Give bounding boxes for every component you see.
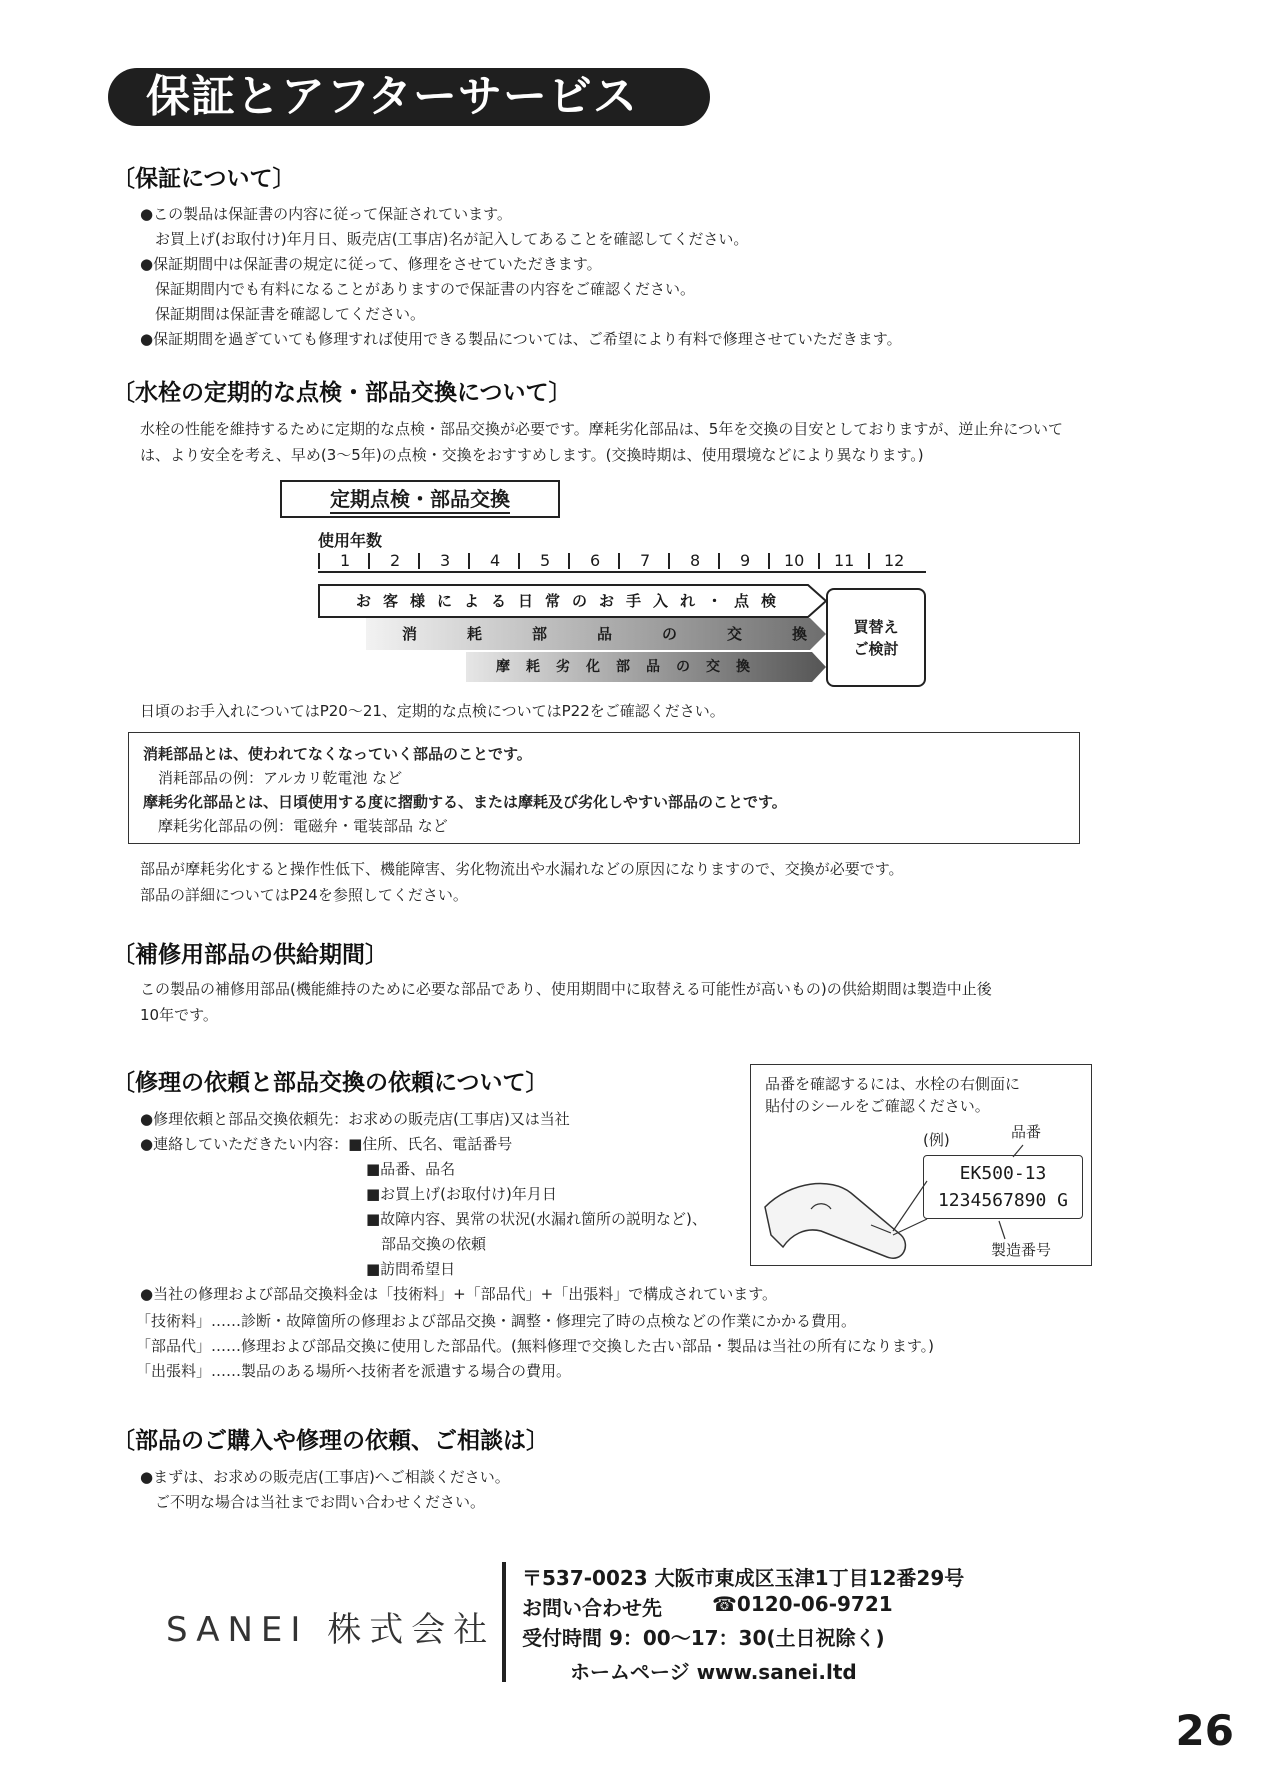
fee-line: 「技術料」……診断・故障箇所の修理および部品交換・調整・修理完了時の点検などの作業にかかる費用。 <box>136 1312 857 1330</box>
years-label: 使用年数 <box>318 531 383 550</box>
diagram-title: 定期点検・部品交換 <box>330 487 510 514</box>
inspection-intro: は、より安全を考え、早め(3〜5年)の点検・交換をおすすめします。(交換時期は、使用環境などにより異なります。) <box>140 446 924 464</box>
serial-label-sticker <box>923 1155 1083 1219</box>
care-note: 日頃のお手入れについてはP20〜21、定期的な点検についてはP22をご確認ください。 <box>140 702 725 720</box>
consumable-label: 消耗部品の交換 <box>402 625 858 643</box>
warranty-heading: 〔保証について〕 <box>112 166 296 192</box>
warranty-line: 保証期間は保証書を確認してください。 <box>140 305 426 323</box>
inquiry-line: ●まずは、お求めの販売店(工事店)へご相談ください。 <box>140 1468 510 1486</box>
contact-item: 部品交換の依頼 <box>366 1235 487 1253</box>
year-number: 10 <box>784 551 805 570</box>
page-number: 26 <box>1175 1706 1234 1755</box>
scale-tick <box>418 553 420 569</box>
parts-definition-box <box>128 732 1080 844</box>
year-number: 8 <box>690 551 701 570</box>
daily-care-label: お客様による日常のお手入れ・点検 <box>356 592 789 610</box>
definition-line: 摩耗劣化部品の例：電磁弁・電装部品 など <box>143 817 448 835</box>
warranty-line: 保証期間内でも有料になることがありますので保証書の内容をご確認ください。 <box>140 280 696 298</box>
repair-line: ●連絡していただきたい内容：■住所、氏名、電話番号 <box>140 1135 513 1153</box>
year-number: 3 <box>440 551 451 570</box>
fee-line: 「部品代」……修理および部品交換に使用した部品代。(無料修理で交換した古い部品・製品は当社の所有になります。) <box>136 1337 935 1355</box>
scale-tick <box>768 553 770 569</box>
fee-line: 「出張料」……製品のある場所へ技術者を派遣する場合の費用。 <box>136 1362 572 1380</box>
repair-line: ●修理依頼と部品交換依頼先：お求めの販売店(工事店)又は当社 <box>140 1110 570 1128</box>
business-hours: 受付時間 9：00〜17：30(土日祝除く) <box>522 1626 885 1650</box>
scale-tick <box>568 553 570 569</box>
homepage-link[interactable]: ホームページ www.sanei.ltd <box>570 1660 857 1684</box>
company-address: 〒537-0023 大阪市東成区玉津1丁目12番29号 <box>522 1566 965 1590</box>
year-number: 5 <box>540 551 551 570</box>
year-number: 2 <box>390 551 401 570</box>
repair-heading: 〔修理の依頼と部品交換の依頼について〕 <box>112 1070 549 1096</box>
page-title: 保証とアフターサービス <box>108 68 710 126</box>
scale-tick <box>518 553 520 569</box>
replacement-line: 買替え <box>853 617 899 636</box>
supply-line: 10年です。 <box>140 1006 218 1024</box>
contact-label: お問い合わせ先 <box>522 1596 662 1620</box>
wear-note: 部品が摩耗劣化すると操作性低下、機能障害、劣化物流出や水漏れなどの原因になりますので、交換が必要です。 <box>140 860 904 878</box>
part-number-label: 品番 <box>1011 1123 1042 1141</box>
years-scale <box>318 553 926 573</box>
part-code: EK500-13 <box>959 1163 1047 1184</box>
contact-item: ■お買上げ(お取付け)年月日 <box>366 1185 557 1203</box>
scale-tick <box>618 553 620 569</box>
wear-note: 部品の詳細についてはP24を参照してください。 <box>140 886 468 904</box>
year-number: 1 <box>340 551 351 570</box>
figure-caption: 貼付のシールをご確認ください。 <box>765 1097 990 1115</box>
scale-tick <box>818 553 820 569</box>
definition-line: 消耗部品の例：アルカリ乾電池 など <box>143 769 403 787</box>
wear-label: 摩耗劣化部品の交換 <box>496 659 766 675</box>
scale-tick <box>868 553 870 569</box>
scale-tick <box>368 553 370 569</box>
diagram-title-box <box>280 480 560 518</box>
scale-tick <box>718 553 720 569</box>
year-number: 4 <box>490 551 501 570</box>
scale-tick <box>318 553 320 569</box>
definition-line: 消耗部品とは、使われてなくなっていく部品のことです。 <box>143 745 532 763</box>
contact-item: ■訪問希望日 <box>366 1260 456 1278</box>
inspection-intro: 水栓の性能を維持するために定期的な点検・部品交換が必要です。摩耗劣化部品は、5年を交換の目安としておりますが、逆止弁について <box>140 420 1064 438</box>
serial-code: 1234567890 G <box>937 1190 1069 1211</box>
fee-line: ●当社の修理および部品交換料金は「技術料」+「部品代」+「出張料」で構成されています。 <box>140 1285 778 1303</box>
warranty-line: ●保証期間中は保証書の規定に従って、修理をさせていただきます。 <box>140 255 602 273</box>
inquiry-heading: 〔部品のご購入や修理の依頼、ご相談は〕 <box>112 1428 549 1454</box>
replacement-line: ご検討 <box>853 639 899 658</box>
year-number: 6 <box>590 551 601 570</box>
scale-tick <box>668 553 670 569</box>
inspection-heading: 〔水栓の定期的な点検・部品交換について〕 <box>112 380 572 406</box>
warranty-line: お買上げ(お取付け)年月日、販売店(工事店)名が記入してあることを確認してください。 <box>140 230 749 248</box>
definition-line: 摩耗劣化部品とは、日頃使用する度に摺動する、または摩耗及び劣化しやすい部品のことです。 <box>143 793 787 811</box>
year-number: 11 <box>834 551 855 570</box>
figure-caption: 品番を確認するには、水栓の右側面に <box>765 1075 1021 1093</box>
company-name: SANEI 株式会社 <box>166 1610 496 1650</box>
serial-number-label: 製造番号 <box>991 1241 1052 1259</box>
supply-line: この製品の補修用部品(機能維持のために必要な部品であり、使用期間中に取替える可能性が高いもの)の供給期間は製造中止後 <box>140 980 992 998</box>
year-number: 12 <box>884 551 905 570</box>
warranty-line: ●この製品は保証書の内容に従って保証されています。 <box>140 205 512 223</box>
contact-item: ■品番、品名 <box>366 1160 456 1178</box>
inquiry-line: ご不明な場合は当社までお問い合わせください。 <box>140 1493 486 1511</box>
year-number: 7 <box>640 551 651 570</box>
phone-number: ☎0120-06-9721 <box>712 1592 893 1616</box>
example-label: (例) <box>923 1131 950 1149</box>
scale-line <box>318 571 926 573</box>
supply-heading: 〔補修用部品の供給期間〕 <box>112 942 388 968</box>
part-number-figure <box>750 1064 1092 1266</box>
warranty-line: ●保証期間を過ぎていても修理すれば使用できる製品については、ご希望により有料で修理させていただきます。 <box>140 330 902 348</box>
contact-item: ■故障内容、異常の状況(水漏れ箇所の説明など)、 <box>366 1210 707 1228</box>
scale-tick <box>468 553 470 569</box>
year-number: 9 <box>740 551 751 570</box>
replacement-box <box>826 588 926 687</box>
footer-divider <box>502 1562 506 1682</box>
